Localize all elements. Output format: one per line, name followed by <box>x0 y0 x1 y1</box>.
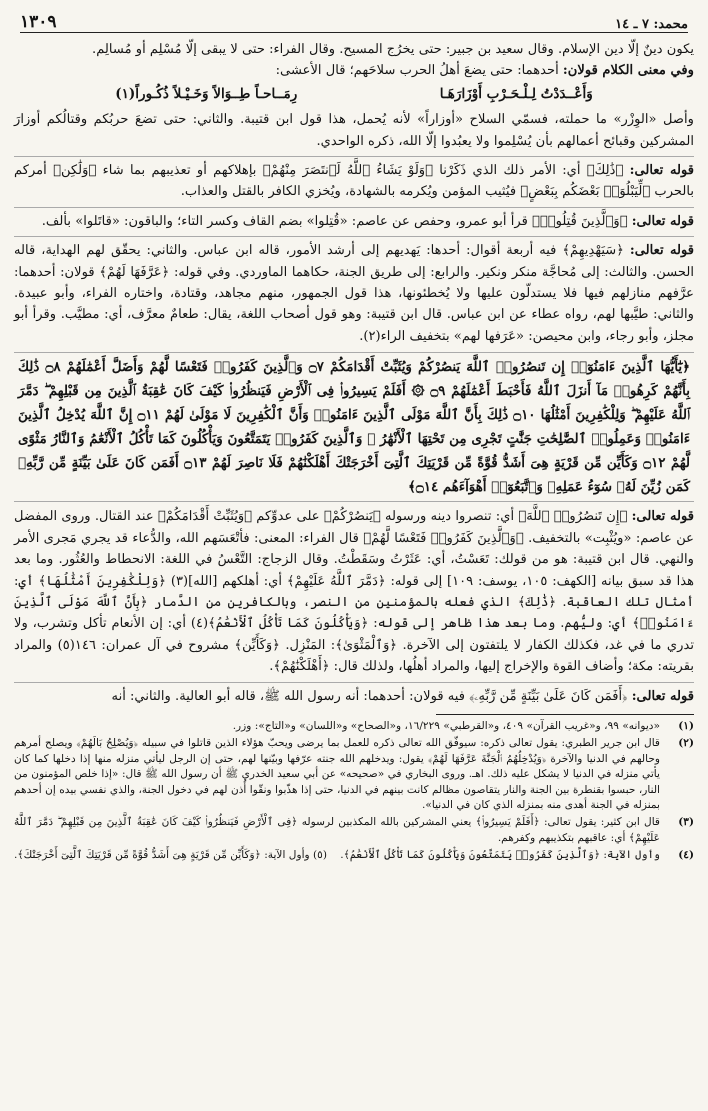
page-header <box>20 6 688 33</box>
footnote <box>14 736 694 813</box>
footnote-text: وأول الآية: ﴿وَٱلَّذِينَ كَفَرُوا۟ يَتَمَتَّعُونَ وَيَأْكُلُونَ كَمَا تَأْكُلُ ٱلْأَنْعَٰمُ﴾. <box>340 849 660 862</box>
footnotes <box>14 719 694 864</box>
footnote <box>14 719 694 734</box>
poem-verse <box>44 84 664 105</box>
footnote-text: قال ابن كثير: يقول تعالى: ﴿أَفَلَمْ يَسِيرُوا۟﴾ يعني المشركين بالله المكذبين لرسوله ﴿فِى ٱلْأَرْضِ فَيَنظُرُوا۟ كَيْفَ كَانَ عَٰقِبَةُ ٱلَّذِينَ مِن قَبْلِهِمْ ۖ دَمَّرَ ٱللَّهُ عَلَيْهِمْ﴾ أي: عاقبهم بتكذيبهم وكفرهم. <box>14 816 660 844</box>
commentary-paragraph: قوله تعالى: ﴿وَٱلَّذِينَ قُتِلُوا۟﴾ قرأ أبو عمرو، وحفص عن عاصم: «قُتِلوا» بضم القاف وكسر التاء؛ والباقون: «قاتَلوا» بألف. <box>14 207 694 232</box>
paragraph: وفي معنى الكلام قولان: أحدهما: حتى يضعَ أهلُ الحرب سلاحَهم؛ قال الأعشى: <box>275 63 694 79</box>
footnote-text: قال ابن جرير الطبري: يقول تعالى ذكره: سيوفّق الله تعالى ذكره للعمل بما يرضى ويحبّ هؤلاء الذين قاتلوا في سبيله ﴿وَيُصْلِحُ بَالَهُمْ﴾ ويصلح أمرهم وحالهم في الدنيا والآخرة ﴿وَيُدْخِلُهُمُ ٱلْجَنَّةَ عَرَّفَهَا لَهُمْ﴾ يقول: ويدخلهم الله جنته عرّفها وبيّنها لهم، حتى إن الرجل ليأتي منزله منها إذا دخلها كما كان يأتي منزله في الدنيا لا يشكل عليه ذلك. اهـ. وروى البخاري في «صحيحه» عن أبي سعيد الخدري ﷺ أن رسول الله ﷺ قال: «إذا خلص المؤمنون من النار، حبسوا بقنطرة بين الجنة والنار يتقاصون مظالم كانت بينهم في الدنيا، حتى إذا هذّبوا ونقّوا أُذن لهم في دخول الجنة، والذي نفسي بيده إن أحدهم بمنزله في الجنة أهدى منه بمنزله الذي كان في الدنيا». <box>14 737 660 811</box>
commentary-paragraph: قوله تعالى: ﴿سَيَهْدِيهِمْ﴾ فيه أربعة أقوال: أحدها: يَهديهم إلى أرشد الأمور، قاله ابن عباس. والثاني: يحقّق لهم الهداية، قاله الحسن. والثالث: إلى مُحاجَّة منكر ونكير. والرابع: إلى طريق الجنة، حكاهما الماوردي. وفي قوله: ﴿عَرَّفَهَا لَهُمْ﴾ قولان: أحدهما: عرَّفهم منازلهم فيها فلا يستدلّون عليها ولا يُخطئونها، هذا قول الجمهور، منهم مجاهد، وقتادة، واختاره الفراء، وأبو عبيدة. والثاني: طيَّبها لهم، رواه عطاء عن ابن عباس. قال ابن قتيبة: وهو قول أصحاب اللغة، يقال: طعامٌ معرَّف، أي: مطيَّب. وقرأ أبو مجلز، وأبو رجاء، وابن محيصن: «عَرَفها لهم» بتخفيف الراء(٢). <box>14 236 694 347</box>
footnote-number: (١) <box>678 719 694 732</box>
commentary-paragraph: قوله تعالى: ﴿أَفَمَن كَانَ عَلَىٰ بَيِّنَةٍ مِّن رَّبِّهِۦ﴾ فيه قولان: أحدهما: أنه رسول الله ﷺ، قاله أبو العالية. والثاني: أنه <box>14 682 694 707</box>
paragraph: وأصل «الوِزْر» ما حملته، فسمّي السلاح «أوزاراً» لأنه يُحمل، هذا قول ابن قتيبة. والثاني: حتى تضعَ حربُكم وقتالُكم أوزارَ المشركين وقبائح أعمالهم بأن يُسْلِموا ولا يعبُدوا إلّا الله، ذكره الواحدي. <box>14 112 694 149</box>
page-number: ١٣٠٩ <box>20 12 57 32</box>
commentary-paragraph: قوله تعالى: ﴿إِن تَنصُرُوا۟ ٱللَّهَ﴾ أي: تنصروا دينه ورسوله ﴿يَنصُرْكُمْ﴾ على عدوِّكم ﴿وَيُثَبِّتْ أَقْدَامَكُمْ﴾ عند القتال. وروى المفضل عن عاصم: «ويُثْبِت» بالتخفيف. ﴿وَٱلَّذِينَ كَفَرُوا۟ فَتَعْسًا لَّهُمْ﴾ قال الفراء: المعنى: فأتْعَسَهم الله، والدُّعاء قد يجري مَجرى الأمر والنهي. قال ابن قتيبة: هو من قولك: تَعَسْتُ، أي: عَثَرْتُ وسَقَطْتُ. وقال الزجاج: التَّعْسُ في اللغة: الانحطاط والعُثُور. وما بعد هذا قد سبق بيانه [الكهف: ١٠٥، يوسف: ١٠٩] إلى قوله: ﴿دَمَّرَ ٱللَّهُ عَلَيْهِمْ﴾ أي: أهلكهم [الله](٣) ﴿وَلِلْكَٰفِرِينَ أَمْثَٰلُهَا﴾ أي: أمثال تلك العاقبة. ﴿ذَٰلِكَ﴾ الذي فعله بالمؤمنين من النصر، وبالكافرين من الدَّمار ﴿بِأَنَّ ٱللَّهَ مَوْلَى ٱلَّذِينَ ءَامَنُوا۟﴾ أي: وليُّهم. وما بعد هذا ظاهر إلى قوله: ﴿وَيَأْكُلُونَ كَمَا تَأْكُلُ ٱلْأَنْعَٰمُ﴾(٤) أي: إن الأنعام تأكل وتشرب، ولا تدري ما في غد، فكذلك الكفار لا يلتفتون إلى الآخرة. ﴿وَٱلْمَثْوَىٰ﴾: المَنْزِل. ﴿وَكَأَيِّن﴾ مشروح في آل عمران: ١٤٦(٥) والمراد بقريته: مكة؛ وأضاف القوة والإخراج إليها، والمراد أهلُها، ولذلك قال: ﴿أَهْلَكْنَٰهُمْ﴾. <box>14 509 695 675</box>
footnote <box>14 815 694 846</box>
quran-verses-block: ﴿يَٰٓأَيُّهَا ٱلَّذِينَ ءَامَنُوٓا۟ إِن تَنصُرُوا۟ ٱللَّهَ يَنصُرْكُمْ وَيُثَبِّتْ أَقْدَامَكُمْ ۝٧ وَٱلَّذِينَ كَفَرُوا۟ فَتَعْسًا لَّهُمْ وَأَضَلَّ أَعْمَٰلَهُمْ ۝٨ ذَٰلِكَ بِأَنَّهُمْ كَرِهُوا۟ مَآ أَنزَلَ ٱللَّهُ فَأَحْبَطَ أَعْمَٰلَهُمْ ۝٩ ۞ أَفَلَمْ يَسِيرُوا۟ فِى ٱلْأَرْضِ فَيَنظُرُوا۟ كَيْفَ كَانَ عَٰقِبَةُ ٱلَّذِينَ مِن قَبْلِهِمْ ۖ دَمَّرَ ٱللَّهُ عَلَيْهِمْ ۖ وَلِلْكَٰفِرِينَ أَمْثَٰلُهَا ۝١٠ ذَٰلِكَ بِأَنَّ ٱللَّهَ مَوْلَى ٱلَّذِينَ ءَامَنُوا۟ وَأَنَّ ٱلْكَٰفِرِينَ لَا مَوْلَىٰ لَهُمْ ۝١١ إِنَّ ٱللَّهَ يُدْخِلُ ٱلَّذِينَ ءَامَنُوا۟ وَعَمِلُوا۟ ٱلصَّٰلِحَٰتِ جَنَّٰتٍ تَجْرِى مِن تَحْتِهَا ٱلْأَنْهَٰرُ ۖ وَٱلَّذِينَ كَفَرُوا۟ يَتَمَتَّعُونَ وَيَأْكُلُونَ كَمَا تَأْكُلُ ٱلْأَنْعَٰمُ وَٱلنَّارُ مَثْوًى لَّهُمْ ۝١٢ وَكَأَيِّن مِّن قَرْيَةٍ هِىَ أَشَدُّ قُوَّةً مِّن قَرْيَتِكَ ٱلَّتِىٓ أَخْرَجَتْكَ أَهْلَكْنَٰهُمْ فَلَا نَاصِرَ لَهُمْ ۝١٣ أَفَمَن كَانَ عَلَىٰ بَيِّنَةٍ مِّن رَّبِّهِۦ كَمَن زُيِّنَ لَهُۥ سُوٓءُ عَمَلِهِۦ وَٱتَّبَعُوٓا۟ أَهْوَآءَهُم ۝١٤﴾ <box>14 352 694 502</box>
footnote-divider <box>436 714 694 715</box>
footnote-text: «ديوانه» ٩٩، و«غريب القرآن» ٤٠٩، و«القرطبي» ١٦/٢٢٩، و«الصحاح» و«اللسان» و«التاج»: وزر. <box>232 719 660 732</box>
paragraph: يكون دينٌ إلّا دين الإسلام. وقال سعيد بن جبير: حتى يخرُج المسيح. وقال الفراء: حتى لا يبقى إلّا مُسْلِم أو مُسالِم. <box>92 42 694 57</box>
commentary-paragraph: قوله تعالى: ﴿ذَٰلِكَ﴾ أي: الأمر ذلك الذي ذَكَرْنا ﴿وَلَوْ يَشَاءُ ٱللَّهُ لَٱنتَصَرَ مِنْهُمْ﴾ بإهلاكهم أو تعذيبهم بما شاء ﴿وَلَٰكِن﴾ أمركم بالحرب ﴿لِّيَبْلُوَا۟ بَعْضَكُم بِبَعْضٍ﴾ فيُثيب المؤمن ويُكرمه بالشهادة، ويُخزي الكافر بالقتل والعذاب. <box>14 156 694 203</box>
main-text <box>14 39 694 707</box>
poem-hemistich-second: رِمَــاحـاً طِــوَالاً وَخَـيْـلاً ذُكُـوراً(١) <box>115 85 298 102</box>
surah-label: محمد: ٧ ـ ١٤ <box>615 17 688 32</box>
poem-hemistich-first: وَأَعْــدَدْتُ لِـلْـحَـرْبِ أَوْزَارَهَـا <box>439 85 593 102</box>
footnote-number: (٣) <box>678 816 694 829</box>
footnote-number: (٢) <box>678 737 694 750</box>
footnote-number: (٤) <box>678 849 694 862</box>
footnote-number: (٥) <box>313 849 327 862</box>
footnote-text: وأول الآية: ﴿وَكَأَيِّن مِّن قَرْيَةٍ هِىَ أَشَدُّ قُوَّةً مِّن قَرْيَتِكَ ٱلَّتِىٓ أَخْرَجَتْكَ﴾. <box>14 849 310 862</box>
footnote-pair <box>14 848 694 863</box>
